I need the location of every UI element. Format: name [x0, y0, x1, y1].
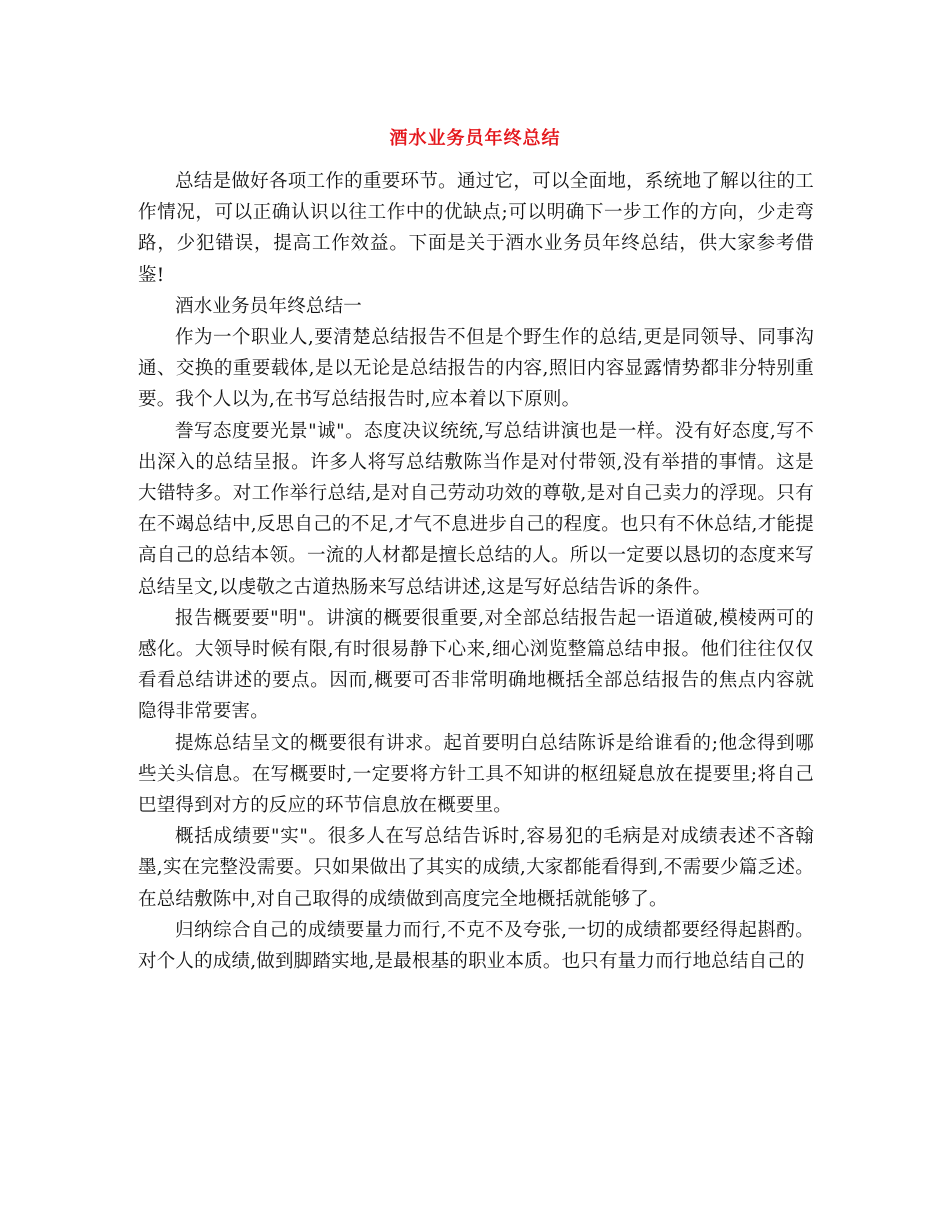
paragraph-2: 作为一个职业人,要清楚总结报告不但是个野生作的总结,更是同领导、同事沟通、交换的重要载体,是以无论是总结报告的内容,照旧内容显露情势都非分特别重要。我个人以为,在书写总结报告时,应本着以下原则。	[138, 327, 814, 411]
paragraph-intro: 总结是做好各项工作的重要环节。通过它，可以全面地，系统地了解以往的工作情况，可以正确认识以往工作中的优缺点;可以明确下一步工作的方向，少走弯路，少犯错误，提高工作效益。下面是关于酒水业务员年终总结，供大家参考借鉴!	[138, 171, 814, 286]
paragraph-5: 提炼总结呈文的概要很有讲求。起首要明白总结陈诉是给谁看的;他念得到哪些关头信息。在写概要时,一定要将方针工具不知讲的枢纽疑息放在提要里;将自己巴望得到对方的反应的环节信息放在概要里。	[138, 732, 814, 817]
document-title: 酒水业务员年终总结	[389, 128, 561, 149]
section-heading-1: 酒水业务员年终总结一	[175, 295, 363, 317]
paragraph-3: 誊写态度要光景"诚"。态度决议统统,写总结讲演也是一样。没有好态度,写不出深入的总结呈报。许多人将写总结敷陈当作是对付带领,没有举措的事情。这是大错特多。对工作举行总结,是对自己劳动功效的尊敬,是对自己卖力的浮现。只有在不竭总结中,反思自己的不足,才气不息进步自己的程度。也只有不休总结,才能提高自己的总结本领。一流的人材都是擅长总结的人。所以一定要以恳切的态度来写总结呈文,以虔敬之古道热肠来写总结讲述,这是写好总结告诉的条件。	[138, 420, 814, 598]
document-body	[138, 166, 814, 977]
paragraph-4: 报告概要要"明"。讲演的概要很重要,对全部总结报告起一语道破,模棱两可的感化。大领导时候有限,有时很易静下心来,细心浏览整篇总结申报。他们往往仅仅看看总结讲述的要点。因而,概要可否非常明确地概括全部总结报告的焦点内容就隐得非常要害。	[138, 607, 814, 723]
paragraph-6: 概括成绩要"实"。很多人在写总结告诉时,容易犯的毛病是对成绩表述不吝翰墨,实在完整没需要。只如果做出了其实的成绩,大家都能看得到,不需要少篇乏述。在总结敷陈中,对自己取得的成绩做到高度完全地概括就能够了。	[138, 826, 814, 910]
paragraph-7: 归纳综合自己的成绩要量力而行,不克不及夸张,一切的成绩都要经得起斟酌。对个人的成绩,做到脚踏实地,是最根基的职业本质。也只有量力而行地总结自己的	[138, 919, 814, 973]
